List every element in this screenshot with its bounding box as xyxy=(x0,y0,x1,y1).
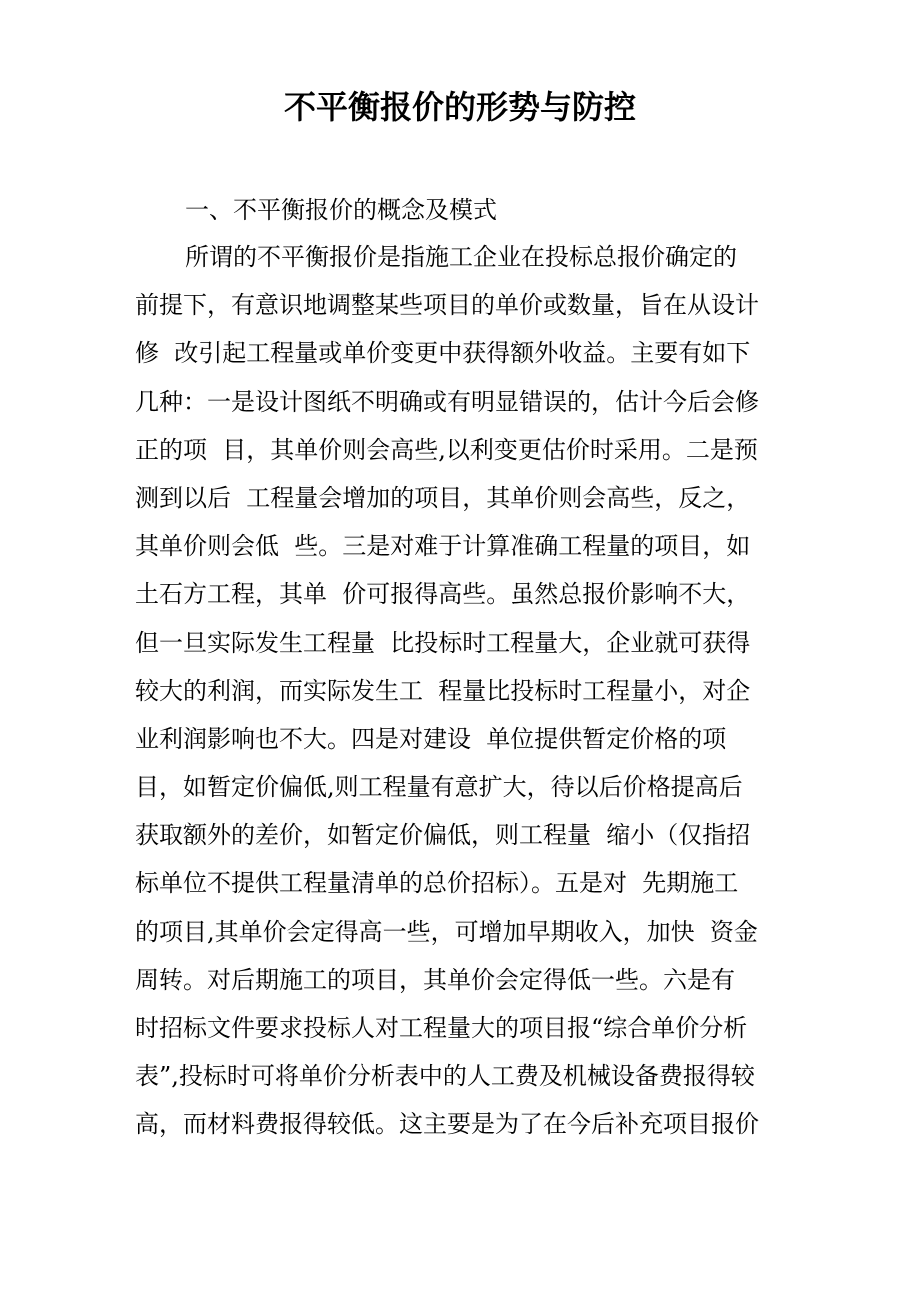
paragraph-line: 获取额外的差价，如暂定价偏低，则工程量 缩小（仅指招 xyxy=(135,821,751,850)
paragraph-line: 测到以后 工程量会增加的项目，其单价则会高些，反之， xyxy=(135,483,751,512)
paragraph-line: 表”,投标时可将单价分析表中的人工费及机械设备费报得较 xyxy=(135,1062,755,1091)
paragraph-line: 前提下，有意识地调整某些项目的单价或数量，旨在从设计 xyxy=(135,291,759,320)
paragraph-line: 高，而材料费报得较低。这主要是为了在今后补充项目报价 xyxy=(135,1110,759,1139)
document-title: 不平衡报价的形势与防控 xyxy=(283,88,636,126)
paragraph-line: 标单位不提供工程量清单的总价招标）。五是对 先期施工 xyxy=(135,869,739,898)
paragraph-line: 但一旦实际发生工程量 比投标时工程量大，企业就可获得 xyxy=(135,628,751,657)
paragraph-line: 较大的利润，而实际发生工 程量比投标时工程量小，对企 xyxy=(135,676,751,705)
paragraph-line: 周转。对后期施工的项目，其单价会定得低一些。六是有 xyxy=(135,965,735,994)
body-paragraph xyxy=(135,237,785,1153)
paragraph-line: 土石方工程，其单 价可报得高些。虽然总报价影响不大， xyxy=(135,580,751,609)
paragraph-line: 的项目,其单价会定得高一些，可增加早期收入，加快 资金 xyxy=(135,917,758,946)
paragraph-line: 目，如暂定价偏低,则工程量有意扩大，待以后价格提高后 xyxy=(135,773,743,802)
paragraph-line: 几种：一是设计图纸不明确或有明显错误的，估计今后会修 xyxy=(135,387,759,416)
section-heading: 一、不平衡报价的概念及模式 xyxy=(185,196,497,224)
paragraph-line: 业利润影响也不大。四是对建设 单位提供暂定价格的项 xyxy=(135,724,727,753)
paragraph-line: 其单价则会低 些。三是对难于计算准确工程量的项目，如 xyxy=(135,532,751,561)
paragraph-line: 时招标文件要求投标人对工程量大的项目报“综合单价分析 xyxy=(135,1014,748,1042)
paragraph-line: 正的项 目，其单价则会高些,以利变更估价时采用。二是预 xyxy=(135,435,758,464)
paragraph-line: 修 改引起工程量或单价变更中获得额外收益。主要有如下 xyxy=(135,339,751,368)
paragraph-line: 所谓的不平衡报价是指施工企业在投标总报价确定的 xyxy=(185,243,737,271)
